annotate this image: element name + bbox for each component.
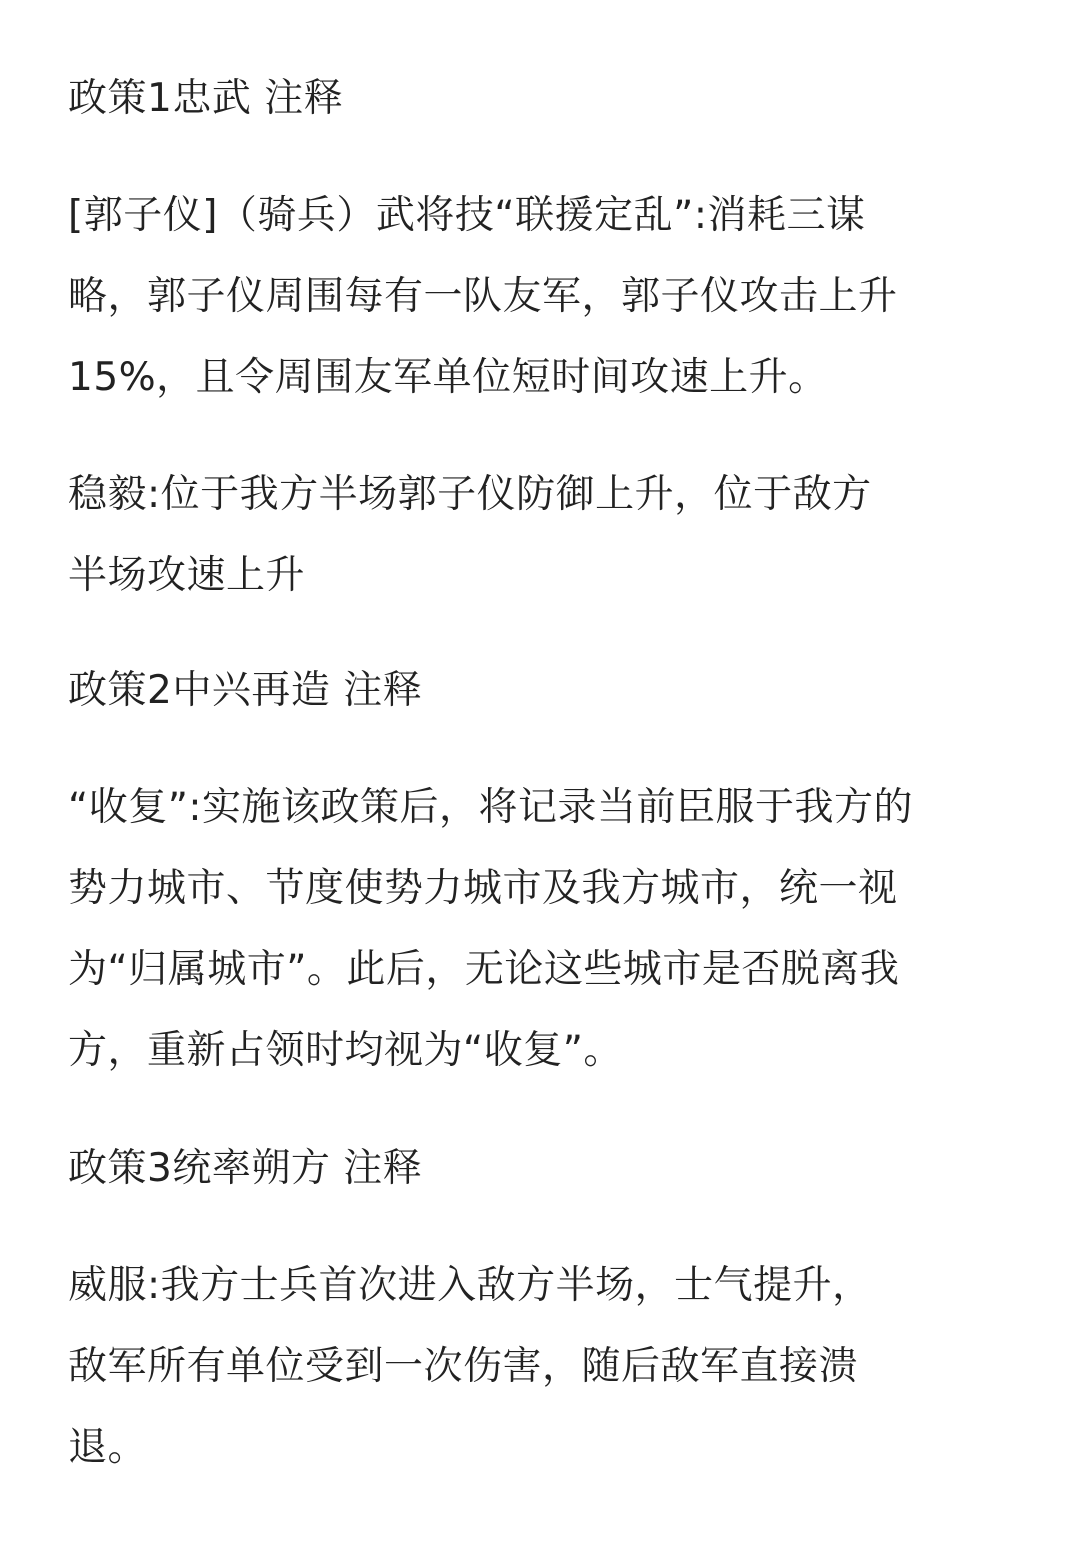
paragraph-shoufu	[68, 767, 913, 1091]
text-line: 稳毅:位于我方半场郭子仪防御上升，位于敌方	[68, 472, 872, 517]
text-line: 退。	[68, 1425, 148, 1470]
text-line: 15%，且令周围友军单位短时间攻速上升。	[68, 355, 828, 400]
text-line: 威服:我方士兵首次进入敌方半场，士气提升，	[68, 1263, 872, 1308]
text-line: 方，重新占领时均视为“收复”。	[68, 1028, 623, 1073]
paragraph-policy3-heading	[68, 1128, 422, 1209]
text-line: 略，郭子仪周围每有一队友军，郭子仪攻击上升	[68, 274, 898, 319]
text-line: 政策1忠武 注释	[68, 76, 344, 121]
text-line: 为“归属城市”。此后，无论这些城市是否脱离我	[68, 947, 900, 992]
text-line: 政策3统率朔方 注释	[68, 1146, 423, 1191]
text-line: [郭子仪]（骑兵）武将技“联援定乱”:消耗三谋	[68, 193, 866, 238]
paragraph-policy1-heading	[68, 58, 343, 139]
text-line: 敌军所有单位受到一次伤害，随后敌军直接溃	[68, 1344, 859, 1389]
paragraph-guoziyi-skill	[68, 175, 898, 418]
paragraph-policy2-heading	[68, 650, 422, 731]
paragraph-weifu	[68, 1245, 872, 1488]
text-line: 半场攻速上升	[68, 553, 306, 598]
text-line: “收复”:实施该政策后，将记录当前臣服于我方的	[68, 785, 914, 830]
text-line: 政策2中兴再造 注释	[68, 668, 423, 713]
text-line: 势力城市、节度使势力城市及我方城市，统一视	[68, 866, 898, 911]
paragraph-wenyi	[68, 454, 872, 616]
